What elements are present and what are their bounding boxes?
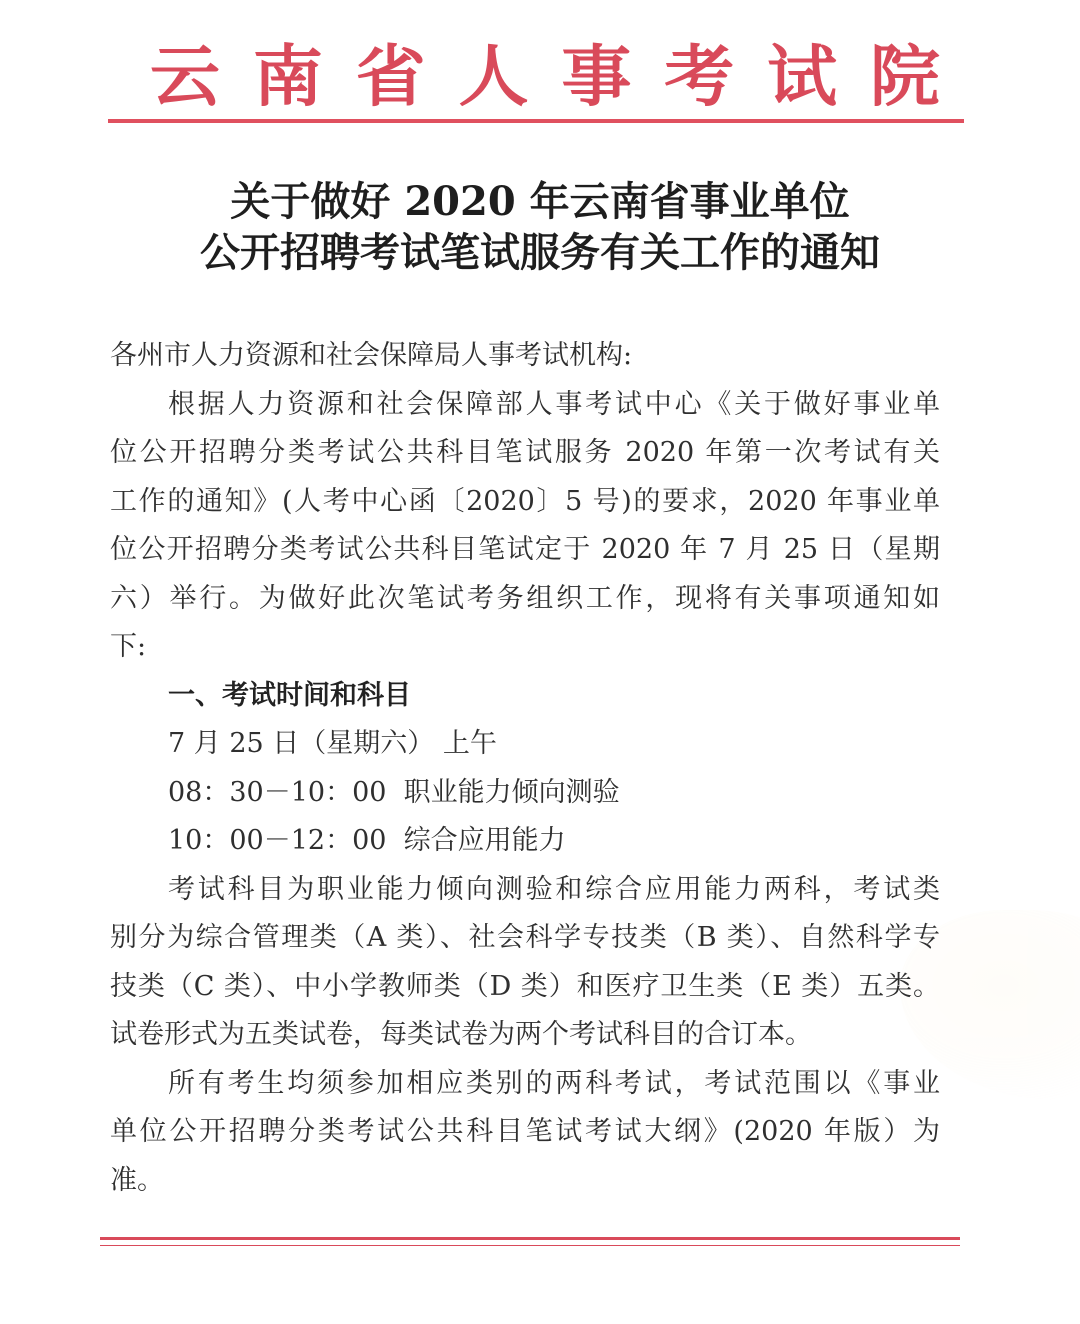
letterhead-char: 省 [355,36,426,116]
paragraph-line: 准。 [110,1164,164,1196]
schedule-row [110,769,940,818]
section-heading: 一、考试时间和科目 [168,679,411,711]
letterhead-char: 人 [458,36,529,116]
schedule-row [110,817,940,866]
letterhead-char: 试 [767,36,838,116]
letterhead-char: 南 [252,36,323,116]
paragraph-line: 工作的通知》(人考中心函〔2020〕5 号)的要求，2020 年事业单 [110,485,940,517]
notice-title-line2: 公开招聘考试笔试服务有关工作的通知 [200,229,880,276]
footer-divider [100,1237,960,1240]
paragraph-line: 根据人力资源和社会保障部人事考试中心《关于做好事业单 [168,388,940,420]
paragraph-line: 技类（C 类）、中小学教师类（D 类）和医疗卫生类（E 类）五类。 [110,970,940,1002]
letterhead-divider [108,119,964,123]
paragraph-line: 单位公开招聘分类考试公共科目笔试考试大纲》(2020 年版）为 [110,1116,940,1147]
paragraph-line: 下: [110,631,147,662]
schedule-date: 7 月 25 日（星期六） 上午 [168,728,497,759]
footer-divider-thin [100,1245,960,1246]
letterhead-char: 云 [150,36,220,116]
paragraph-line: 所有考生均须参加相应类别的两科考试，考试范围以《事业 [168,1067,940,1099]
notice-title-line1: 关于做好 2020 年云南省事业单位 [230,178,850,225]
letterhead-title [150,28,940,114]
letterhead-char: 考 [664,36,735,116]
paragraph-line: 位公开招聘分类考试公共科目笔试定于 2020 年 7 月 25 日（星期 [110,534,940,565]
schedule-time: 10：00－12：00 [168,825,387,856]
paragraph-line: 六）举行。为做好此次笔试考务组织工作，现将有关事项通知如 [110,582,940,614]
paragraph-line: 位公开招聘分类考试公共科目笔试服务 2020 年第一次考试有关 [110,437,940,468]
paragraph-line: 考试科目为职业能力倾向测验和综合应用能力两科，考试类 [168,873,940,905]
schedule-subject: 综合应用能力 [403,825,566,856]
letterhead-char: 事 [561,36,632,116]
notice-body [110,332,940,1205]
letterhead-char: 院 [869,36,940,116]
schedule-subject: 职业能力倾向测验 [403,776,620,808]
salutation: 各州市人力资源和社会保障局人事考试机构: [110,340,633,371]
paragraph-line: 试卷形式为五类试卷，每类试卷为两个考试科目的合订本。 [110,1019,812,1050]
schedule-time: 08：30－10：00 [168,776,387,808]
paragraph-line: 别分为综合管理类（A 类）、社会科学专技类（B 类）、自然科学专 [110,922,940,953]
